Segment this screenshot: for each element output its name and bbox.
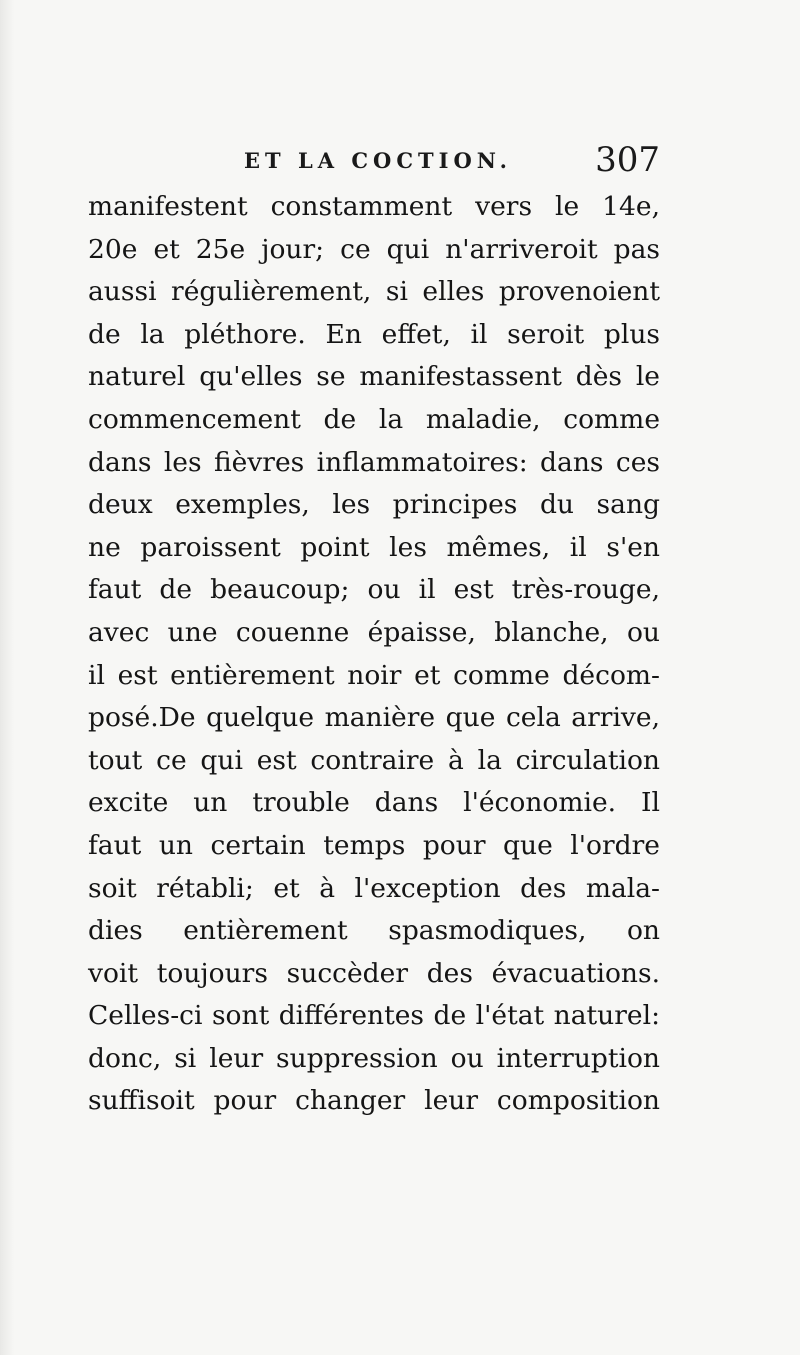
- text-line: faut un certain temps pour que l'ordre: [88, 829, 660, 861]
- text-line: soit rétabli; et à l'exception des mala-: [88, 872, 660, 904]
- page-number: 307: [595, 140, 660, 180]
- text-line: dans les fièvres inflammatoires: dans ces: [88, 446, 660, 478]
- text-line: donc, si leur suppression ou interruption: [88, 1042, 660, 1074]
- text-line: de la pléthore. En effet, il seroit plus: [88, 318, 660, 350]
- body-text: [88, 186, 660, 1123]
- text-line: tout ce qui est contraire à la circulation: [88, 744, 660, 776]
- running-title: ET LA COCTION.: [244, 148, 512, 173]
- text-line: il est entièrement noir et comme décom-: [88, 659, 660, 691]
- text-line: avec une couenne épaisse, blanche, ou: [88, 616, 660, 648]
- text-line: aussi régulièrement, si elles provenoient: [88, 276, 660, 308]
- running-head: [88, 140, 660, 184]
- text-line: posé.De quelque manière que cela arrive,: [88, 702, 660, 734]
- text-line: suffisoit pour changer leur composition: [88, 1085, 660, 1117]
- text-line: naturel qu'elles se manifestassent dès le: [88, 361, 660, 393]
- text-line: manifestent constamment vers le 14e,: [88, 191, 660, 222]
- text-line: voit toujours succèder des évacuations.: [88, 957, 660, 989]
- text-line: Celles-ci sont différentes de l'état naturel:: [88, 1000, 660, 1032]
- text-line: 20e et 25e jour; ce qui n'arriveroit pas: [88, 233, 660, 265]
- scan-edge-shadow: [0, 0, 14, 1355]
- text-line: ne paroissent point les mêmes, il s'en: [88, 531, 660, 563]
- text-line: dies entièrement spasmodiques, on: [88, 915, 660, 947]
- text-line: deux exemples, les principes du sang: [88, 489, 660, 521]
- text-line: commencement de la maladie, comme: [88, 403, 660, 435]
- text-line: excite un trouble dans l'économie. Il: [88, 787, 660, 819]
- text-line: faut de beaucoup; ou il est très-rouge,: [88, 574, 660, 606]
